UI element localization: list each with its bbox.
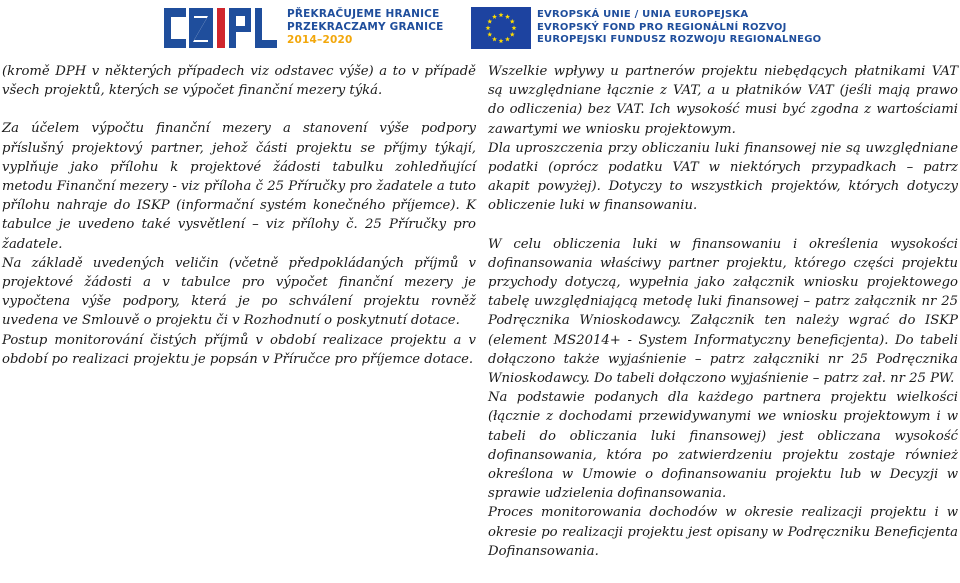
pl-paragraph-2: Dla uproszczenia przy obliczaniu luki finansowej nie są uwzględniane podatki (oprócz podatku VAT w niektórych przypadkach – patrz akapit powyżej). Dotyczy to wszystkich projektów, których dotyczy obliczenie luki w finansowaniu. (488, 140, 958, 214)
eu-star-icon (510, 32, 515, 37)
eu-star-icon (486, 25, 491, 30)
eu-star-icon (487, 19, 492, 24)
eu-line-3: EUROPEJSKI FUNDUSZ ROZWOJU REGIONALNEGO (537, 34, 822, 45)
eu-star-icon (492, 37, 497, 42)
eu-fund-text (537, 9, 821, 47)
pl-paragraph-3: W celu obliczenia luki w finansowaniu i określenia wysokości dofinansowania właściwy partner projektu, którego części projektu przychody dotyczą, wypełnia jako załącznik wniosku projektowego tabelę uwzględniającą metodę luki finansowej – patrz załącznik nr 25 Podręcznika Wnioskodawcy. Załącznik ten należy wgrać do ISKP (element MS2014+ - System Informatyczny beneficjenta). Do tabeli dołączono także wyjaśnienie – patrz załączniki nr 25 Podręcznika Wnioskodawcy. Do tabeli dołączono wyjaśnienie – patrz zał. nr 25 PW. (488, 236, 958, 387)
eu-star-icon (505, 37, 510, 42)
cz-programme-text (287, 8, 443, 47)
eu-line-2: EVROPSKÝ FOND PRO REGIONÁLNÍ ROZVOJ (537, 21, 787, 33)
cz-logo-divider (217, 8, 225, 48)
eu-stars-icon (471, 7, 531, 49)
eu-star-icon (512, 25, 517, 30)
cz-paragraph-3: Na základě uvedených veličin (včetně předpokládaných příjmů v projektové žádosti a v tabulce pro výpočet finanční mezery je vypočtena výše podpory, která je po schválení projektu rovněž uvedena ve Smlouvě o projektu či v Rozhodnutí o poskytnutí dotace. (2, 255, 476, 329)
eu-star-icon (510, 19, 515, 24)
pl-paragraph-5: Proces monitorowania dochodów w okresie realizacji projektu i w okresie po realizacji projektu jest opisany w Podręczniku Beneficjenta Dofinansowania. (488, 505, 958, 559)
czech-column (2, 62, 476, 369)
eu-star-icon (492, 14, 497, 19)
eu-star-icon (505, 14, 510, 19)
cz-paragraph-1: (kromě DPH v některých případech viz odstavec výše) a to v případě všech projektů, kterých se výpočet finanční mezery týká. (2, 64, 476, 99)
cz-paragraph-2: Za účelem výpočtu finanční mezery a stanovení výše podpory příslušný projektový partner, jehož části projektu se příjmy týkají, vyplňuje jako přílohu k projektové žádosti tabulku zohledňující metodu Finanční mezery - viz příloha č 25 Příručky pro žadatele a tuto přílohu nahraje do ISKP (informační systém konečného příjemce). K tabulce je uvedeno také vysvětlení – viz přílohy č. 25 Příručky pro žadatele. (2, 121, 476, 252)
pl-paragraph-1: Wszelkie wpływy u partnerów projektu niebędących płatnikami VAT są uwzględniane łącznie z VAT, a u płatników VAT (jeśli mają prawo do odliczenia) bez VAT. Ich wysokość musi być zgodna z wartościami zawartymi we wniosku projektowym. (488, 64, 958, 137)
cz-years: 2014–2020 (287, 34, 353, 46)
polish-column (488, 62, 958, 561)
eu-star-icon (499, 12, 504, 17)
eu-star-icon (499, 38, 504, 43)
cz-line-1: PŘEKRAČUJEME HRANICE (287, 8, 440, 20)
eu-flag-icon (471, 7, 531, 49)
pl-paragraph-4: Na podstawie podanych dla każdego partnera projektu wielkości (łącznie z dochodami przewidywanymi we wniosku projektowym i w tabeli do obliczania luki finansowej) jest obliczana wysokość dofinansowania, która po zatwierdzeniu projektu zostaje również określona w Umowie o dofinansowaniu projektu lub w Decyzji w sprawie udzielenia dofinansowania. (488, 390, 958, 502)
eu-line-1: EVROPSKÁ UNIE / UNIA EUROPEJSKA (537, 9, 749, 20)
eu-star-icon (487, 32, 492, 37)
cz-paragraph-4: Postup monitorování čistých příjmů v období realizace projektu a v období po realizaci projektu je popsán v Příručce pro příjemce dotace. (2, 332, 476, 367)
cz-pl-logo (164, 6, 280, 52)
cz-line-2: PRZEKRACZAMY GRANICE (287, 21, 444, 33)
